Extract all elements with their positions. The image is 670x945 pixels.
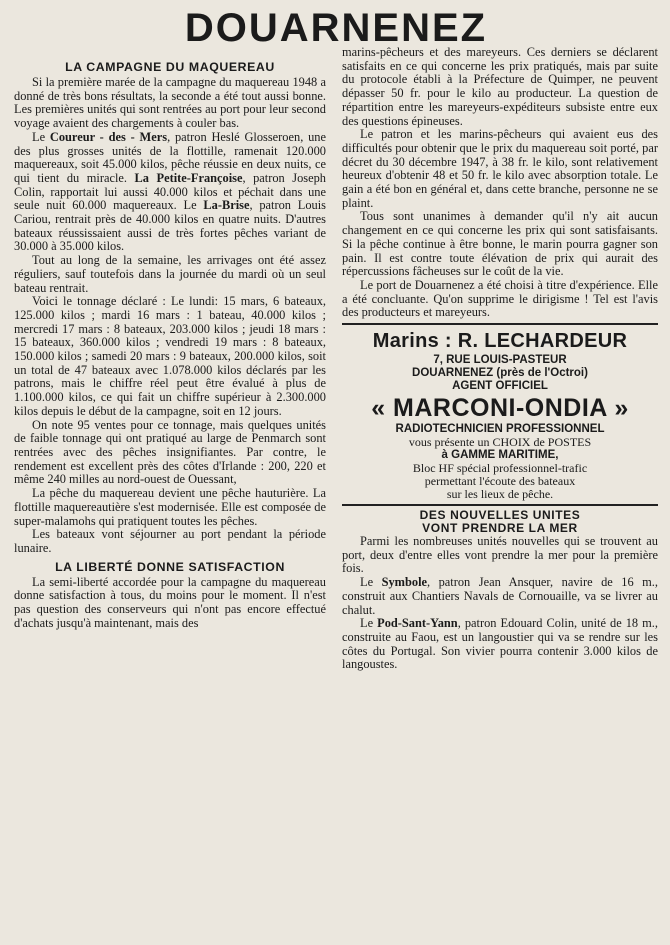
paragraph: Parmi les nombreuses unités nouvelles qui se trouvent au port, deux d'entre elles vont prendre la mer pour la première fois. bbox=[342, 534, 658, 576]
text: Le bbox=[360, 616, 374, 631]
text: , patron Edouard Colin, unité de 18 m., construite au Faou, est un langoustier qui va se rendre sur les côtes du Portugal. Son vivier pourra contenir 3.000 kilos de langoustes. bbox=[342, 616, 658, 672]
text: , patron Joseph Colin, rapportait lui aussi 40.000 kilos et péchait dans une seule nuit 60.000 maquereaux. Le bbox=[14, 170, 326, 213]
paragraph: marins-pêcheurs et des mareyeurs. Ces derniers se déclarent satisfaits en ce qui concerne les prix pratiqués, mais par suite du protocole établi à la Préfecture de Quimper, ne peuvent dépasser 50 fr. pour le kilo au producteur. La question de répartition entre les mareyeurs-expéditeurs subsiste entre eux des questions épineuses. bbox=[342, 45, 658, 128]
headline-unites bbox=[342, 509, 658, 535]
divider bbox=[342, 323, 658, 325]
column-right bbox=[342, 46, 658, 672]
advertisement bbox=[342, 328, 658, 501]
paragraph: Les bateaux vont séjourner au port pendant la période lunaire. bbox=[14, 527, 326, 555]
paragraph: Tous sont unanimes à demander qu'il n'y ait aucun changement en ce qui concerne les prix qui sont satisfaisants. Si la pêche continue à être bonne, le marin pourra gagner son pain. Il est contre toute élévation de prix qui aurait des répercussions fâcheuses sur le coût de la vie. bbox=[342, 209, 658, 279]
paragraph: La pêche du maquereau devient une pêche hauturière. La flottille maquereautière s'est modernisée. Elle est composée de super-malamohs qui pratiquent toutes les pêches. bbox=[14, 486, 326, 528]
paragraph-tonnage: Voici le tonnage déclaré : Le lundi: 15 mars, 6 bateaux, 125.000 kilos ; mardi 16 mars : 1 bateau, 40.000 kilos ; mercredi 17 mars : 8 bateaux, 203.000 kilos ; jeudi 18 mars : 15 bateaux, 360.000 kilos ; vendredi 19 mars : 8 bateaux, 150.000 kilos ; samedi 20 mars : 9 bateaux, 200.000 kilos, soit un total de 47 bateaux avec 1.078.000 kilos déclarés par les patrons, mais le chiffre réel peut être évalué à plus de 1.100.000 kilos, ce qui fait un chiffre supérieur à 2.300.000 kilos depuis le début de la campagne, soit en 12 jours. bbox=[14, 294, 326, 418]
paragraph: Tout au long de la semaine, les arrivages ont été assez réguliers, sauf toutefois dans la journée du mardi où un seul bateau rentrait. bbox=[14, 253, 326, 295]
paragraph-boat bbox=[342, 576, 658, 617]
boat-name: La Petite-Françoise bbox=[134, 170, 243, 185]
paragraph: Si la première marée de la campagne du maquereau 1948 a donné de très bons résultats, la seconde a été tout aussi bonne. Les premières unités qui sont rentrées au port pour leur second voyage avaient des chargements à couler bas. bbox=[14, 75, 326, 131]
boat-name: Pod-Sant-Yann bbox=[377, 616, 458, 631]
column-left bbox=[14, 52, 326, 672]
ad-line: Bloc HF spécial professionnel-trafic bbox=[412, 461, 588, 476]
text: Le bbox=[32, 129, 46, 144]
paragraph-boat bbox=[342, 617, 658, 672]
paragraph: Le port de Douarnenez a été choisi à titre d'expérience. Elle a été concluante. Qu'on supprime le dirigisme ! Tel est l'avis des producteurs et mareyeurs. bbox=[342, 277, 658, 320]
masthead: DOUARNENEZ bbox=[184, 6, 488, 50]
columns bbox=[14, 45, 658, 672]
paragraph: On note 95 ventes pour ce tonnage, mais quelques unités de faible tonnage qui ont pratiqué au large de Penmarch sont rentrées avec des pêches insignifiantes. Par contre, le rendement est excellent près des côtes d'Irlande : 200, 220 et même 240 milles au nord-ouest de Ouessant, bbox=[14, 417, 326, 487]
text: , patron Louis Cariou, rentrait près de 40.000 kilos en quatre nuits. D'autres bateaux réussissaient aussi de très fortes pêches variant de 30.000 à 35.000 kilos. bbox=[14, 198, 326, 254]
ad-profession: RADIOTECHNICIEN PROFESSIONNEL bbox=[395, 423, 605, 436]
paragraph: Le patron et les marins-pêcheurs qui avaient eus des difficultés pour obtenir que le prix du maquereau soit porté, par décret du 30 décembre 1947, à 38 fr. le kilo, sont relativement heureux d'obtenir 48 et 50 fr. le kilo avec absorption totale. Le gain a été bon en général et, dans cette branche, personne ne se plaint. bbox=[342, 127, 658, 210]
ad-brand: « MARCONI-ONDIA » bbox=[371, 394, 629, 423]
ad-line: vous présente un CHOIX de POSTES bbox=[408, 435, 592, 450]
ad-line: à GAMME MARITIME, bbox=[441, 449, 559, 462]
headline-liberte: LA LIBERTÉ DONNE SATISFACTION bbox=[55, 559, 285, 574]
boat-name: Symbole bbox=[381, 575, 428, 590]
ad-line: sur les lieux de pêche. bbox=[446, 487, 554, 502]
divider bbox=[342, 504, 658, 506]
paragraph-boats bbox=[14, 131, 326, 254]
text: Le bbox=[360, 575, 374, 590]
paragraph: La semi-liberté accordée pour la campagne du maquereau donne satisfaction à tous, du moins pour le moment. Il n'est pas question des conserveurs qui n'ont pas encore effectué d'achats jusqu'à maintenant, mais des bbox=[14, 574, 326, 630]
text: , patron Jean Ansquer, navire de 16 m., construit aux Chantiers Navals de Cornouaille, va se livrer au chalut. bbox=[342, 575, 658, 617]
ad-address: DOUARNENEZ (près de l'Octroi) bbox=[412, 367, 588, 380]
ad-firm: Marins : R. LECHARDEUR bbox=[372, 330, 628, 353]
text: , patron Heslé Glosseroen, une des plus grosses unités de la flottille, ramenait 120.000 maquereaux, soit 45.000 kilos, pêche réussie en deux nuits, ce qui tient du miracle. bbox=[14, 129, 326, 185]
ad-agent: AGENT OFFICIEL bbox=[452, 380, 548, 393]
headline-line: VONT PRENDRE LA MER bbox=[422, 521, 578, 536]
headline-line: DES NOUVELLES UNITES bbox=[419, 508, 581, 523]
ad-line: permettant l'écoute des bateaux bbox=[424, 474, 576, 489]
ad-address: 7, RUE LOUIS-PASTEUR bbox=[433, 354, 567, 367]
boat-name: La-Brise bbox=[203, 198, 250, 213]
boat-name: Coureur - des - Mers bbox=[49, 129, 168, 144]
headline-campagne: LA CAMPAGNE DU MAQUEREAU bbox=[65, 60, 275, 74]
